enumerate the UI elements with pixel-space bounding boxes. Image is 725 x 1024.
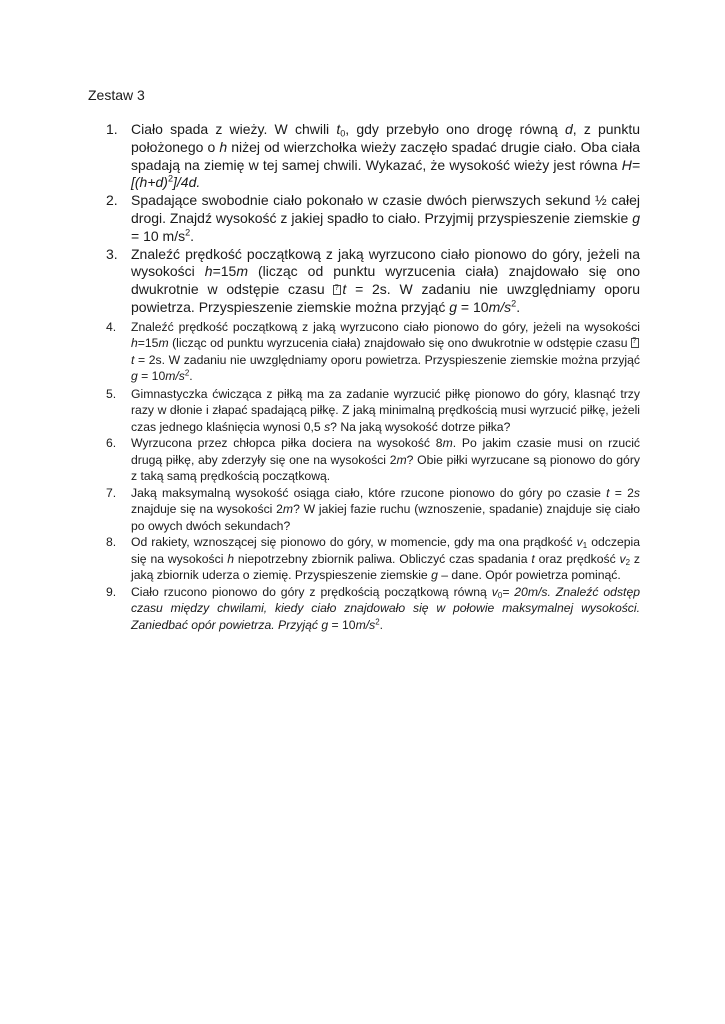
problem-text: Wyrzucona przez chłopca piłka dociera na wysokość 8 <box>131 436 443 451</box>
math-var: m <box>158 336 169 351</box>
problem-number: 7. <box>106 485 117 500</box>
problem-number: 1. <box>106 121 118 137</box>
math-exponent: 2 <box>167 173 174 184</box>
problem-text: (licząc od punktu wyrzucenia ciała) znajdowało się ono dwukrotnie w odstępie czasu <box>168 336 631 351</box>
math-var: t <box>342 281 347 298</box>
problem-text: – dane. Opór powietrza pominąć. <box>437 568 621 583</box>
problem-text: niepotrzebny zbiornik paliwa. Obliczyć czas spadania <box>234 551 532 566</box>
page-title: Zestaw 3 <box>88 87 145 103</box>
math-var: h <box>227 551 235 566</box>
missing-glyph-icon <box>333 285 341 295</box>
problem-text: , gdy przebyło ono drogę równą <box>345 121 565 137</box>
math-var: h <box>204 263 213 280</box>
problem-text: niżej od wierzchołka wieży zaczęło spadać drugie ciało. Oba ciała spadają na ziemię w tej samej chwili. Wykazać, że wysokość wieży jest równa <box>131 138 640 173</box>
problem-text: ? Obie piłki wyrzucane są pionowo do góry z taką samą prędkością początkową. <box>131 452 640 484</box>
math-exponent: 2 <box>375 617 380 627</box>
problem-number: 3. <box>106 245 118 262</box>
problem-text: . <box>190 227 195 244</box>
problem-number: 8. <box>106 535 117 550</box>
math-var: t <box>606 485 610 500</box>
math-exponent: 2 <box>185 227 191 238</box>
problem-text: Znaleźć prędkość początkową z jaką wyrzucono ciało pionowo do góry, jeżeli na wysokości <box>131 319 640 334</box>
problem-text: (licząc od punktu wyrzucenia ciała) znajdowało się ono dwukrotnie w odstępie czasu <box>131 263 640 298</box>
problem-item-8 <box>100 534 640 584</box>
math-var: v <box>619 551 626 566</box>
problem-number: 4. <box>106 319 117 334</box>
math-var: m <box>282 502 294 517</box>
math-var: s <box>324 419 331 434</box>
problem-text: Znaleźć prędkość początkową z jaką wyrzucono ciało pionowo do góry, jeżeli na wysokości <box>131 245 640 280</box>
math-var: t <box>336 121 341 137</box>
problem-item-3 <box>100 246 640 317</box>
problem-text: oraz prędkość <box>534 551 620 566</box>
math-exponent: 2 <box>184 368 190 378</box>
problem-item-9 <box>100 584 640 634</box>
problem-text: = 2 <box>609 485 634 500</box>
problem-text: = 10 <box>328 617 356 632</box>
problem-text: . Po jakim czasie musi on rzucić drugą piłkę, aby zderzyły się one na wysokości 2 <box>131 436 640 467</box>
math-var: d <box>564 121 573 137</box>
problem-text: ? Na jaką wysokość dotrze piłka? <box>330 419 511 434</box>
problem-number: 6. <box>106 436 117 451</box>
problem-text: , z punktu położonego o <box>131 121 641 155</box>
problem-text: =15 <box>212 263 237 280</box>
math-subscript: 1 <box>582 541 588 551</box>
problem-text: Jaką maksymalną wysokość osiąga ciało, które rzucone pionowo do góry po czasie <box>131 485 607 500</box>
math-var: m/s <box>165 369 185 384</box>
problem-text: Ciało rzucono pionowo do góry z prędkością początkową równą <box>131 584 492 599</box>
math-var: s <box>633 485 640 500</box>
math-formula: H=[(h+d) <box>131 156 640 191</box>
problem-text: ? W jakiej fazie ruchu (wznoszenie, spadanie) znajduje się ciało po owych dwóch sekundach? <box>131 502 640 533</box>
math-var: = 20 <box>502 584 528 599</box>
math-var: g <box>321 617 329 632</box>
math-var: m <box>442 436 453 451</box>
missing-glyph-icon <box>631 338 639 348</box>
problem-text: = 2s. W zadaniu nie uwzględniamy oporu powietrza. Przyspieszenie ziemskie można przyjąć <box>131 281 640 315</box>
problem-text: Spadające swobodnie ciało pokonało w czasie dwóch pierwszych sekund ½ całej drogi. Znajdź wysokość z jakiej spadło to ciało. Przyjmij przyspieszenie ziemskie <box>131 192 640 226</box>
problem-text: = 10 <box>137 369 166 384</box>
math-var: t <box>131 352 135 367</box>
problem-list <box>100 121 640 633</box>
math-var: m/s. <box>527 584 551 599</box>
math-subscript: 0 <box>497 590 503 600</box>
math-var: h <box>131 336 138 351</box>
problem-number: 5. <box>106 386 117 401</box>
problem-text: = 2s. W zadaniu nie uwzględniamy oporu powietrza. Przyspieszenie ziemskie można przyjąć <box>134 352 640 367</box>
math-var: m/s <box>488 298 512 315</box>
math-var: g <box>632 209 640 226</box>
problem-item-6 <box>100 435 640 485</box>
problem-item-2 <box>100 192 640 245</box>
math-var: v <box>491 584 498 599</box>
problem-text: Znaleźć odstęp czasu między chwilami, kiedy ciało znajdowało się w połowie maksymalnej wysokości. Zaniedbać opór powietrza. Przyjąć <box>131 584 640 632</box>
problem-text: Od rakiety, wznoszącej się pionowo do góry, w momencie, gdy ma ona prądkość <box>131 535 577 550</box>
problem-text: =15 <box>137 336 159 351</box>
math-var: m <box>396 452 407 467</box>
math-formula: ]/4d. <box>173 174 201 191</box>
math-exponent: 2 <box>511 298 517 309</box>
problem-text: . <box>189 369 193 384</box>
math-subscript: 2 <box>625 557 631 567</box>
math-var: t <box>531 551 535 566</box>
math-var: g <box>431 568 438 583</box>
problem-text: znajduje się na wysokości 2 <box>131 502 283 517</box>
problem-number: 2. <box>106 192 118 209</box>
problem-item-7 <box>100 485 640 535</box>
math-var: m <box>236 263 249 280</box>
problem-text: = 10 m/s <box>131 227 186 244</box>
problem-item-1 <box>100 121 640 192</box>
problem-number: 9. <box>106 584 117 599</box>
problem-text: z jaką zbiornik uderza o ziemię. Przyspieszenie ziemskie <box>131 551 641 583</box>
problem-item-5 <box>100 386 640 436</box>
problem-text: Ciało spada z wieży. W chwili <box>131 121 337 137</box>
problem-item-4 <box>100 319 640 385</box>
problem-text: Gimnastyczka ćwicząca z piłką ma za zadanie wyrzucić piłkę pionowo do góry, klasnąć trzy razy w dłonie i złapać spadającą piłkę. Z jaką minimalną prędkością musi wyrzucić piłkę, jeżeli czas jednego klaśnięcia wynosi 0,5 <box>131 386 640 434</box>
problem-text: = 10 <box>457 298 489 315</box>
math-var: h <box>219 138 228 155</box>
math-subscript: 0 <box>340 128 346 139</box>
problem-text: . <box>379 617 384 632</box>
problem-text: odczepia się na wysokości <box>131 535 640 566</box>
math-var: g <box>131 369 138 384</box>
math-var: m/s <box>355 617 376 632</box>
math-var: v <box>576 535 583 550</box>
problem-text: . <box>516 298 521 315</box>
math-var: g <box>449 298 458 315</box>
